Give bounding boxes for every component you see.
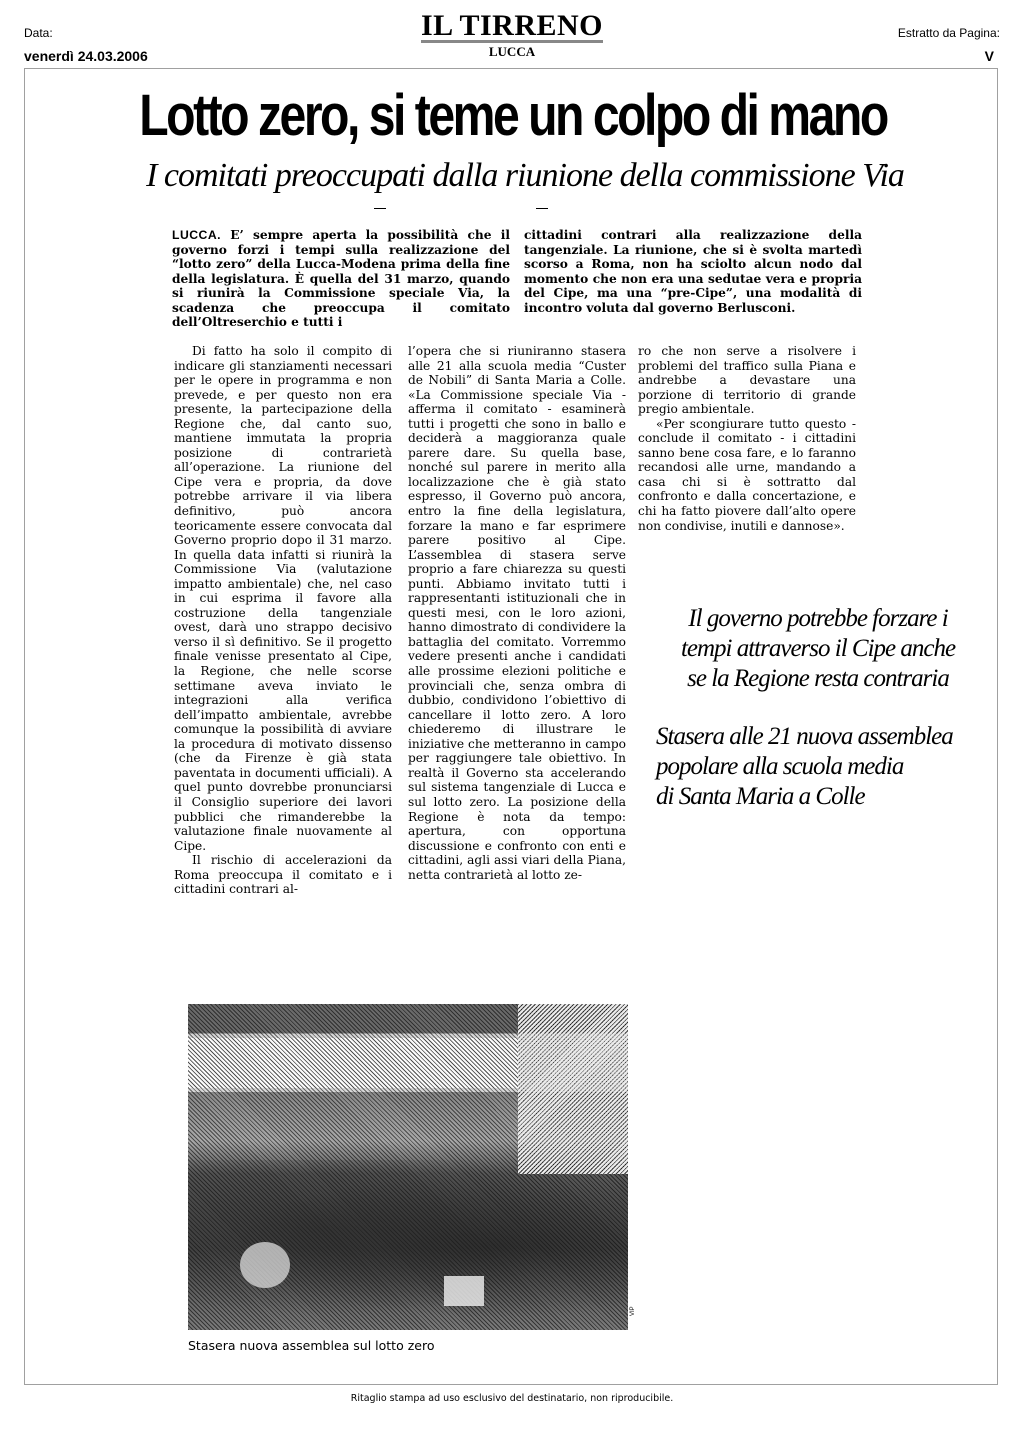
photo-credit: VIP — [630, 1306, 636, 1316]
pull-quote-line: Il governo potrebbe forzare i — [688, 605, 948, 632]
masthead-title: IL TIRRENO — [420, 9, 603, 42]
date-label: Data: — [24, 26, 53, 40]
page-value: V — [984, 48, 994, 64]
article-subheadline: I comitati preoccupati dalla riunione della commissione Via — [146, 157, 904, 194]
photo-banner-region — [188, 1038, 518, 1088]
body-paragraph: ro che non serve a risolvere i problemi del traffico sulla Piana e andrebbe a devastare una porzione di territorio di grande pregio ambientale. — [638, 344, 856, 417]
pull-quote-line: di Santa Maria a Colle — [656, 783, 865, 810]
lead-text-left: E’ sempre aperta la possibilità che il governo forzi i tempi sulla realizzazione del “lotto zero” della Lucca-Modena prima della fine della legislatura. È quella del 31 marzo, quando si riunirà la Commissione speciale Via, la scadenza che preoccupa il comitato dell’Oltreserchio e tutti i — [172, 228, 510, 329]
photo-wall-region — [518, 1004, 628, 1174]
pull-quote-line: se la Regione resta contraria — [687, 665, 949, 692]
pull-quote-line: popolare alla scuola media — [656, 753, 904, 780]
body-column-3 — [638, 344, 856, 533]
footer-notice: Ritaglio stampa ad uso esclusivo del destinatario, non riproducibile. — [350, 1393, 674, 1404]
date-value: venerdì 24.03.2006 — [24, 48, 148, 64]
masthead-edition: LUCCA — [488, 44, 536, 59]
body-column-1 — [174, 344, 392, 897]
body-paragraph: «Per scongiurare tutto questo - conclude il comitato - i cittadini sanno bene cosa fare, e lo faranno recandosi alle urne, mandando a casa chi si è sottratto dal confronto e dalla concertazione, e chi ha fatto piovere dall’alto opere non condivise, inutili e dannose». — [638, 416, 856, 533]
pull-quote-line: Stasera alle 21 nuova assemblea — [656, 723, 953, 750]
article-headline: Lotto zero, si teme un colpo di mano — [139, 83, 887, 148]
page-label: Estratto da Pagina: — [897, 26, 1000, 40]
masthead — [0, 10, 1024, 43]
photo-highlight — [240, 1242, 290, 1288]
lead-paragraph-left — [172, 228, 510, 330]
column-dash-divider — [374, 208, 386, 209]
pull-quote-2 — [656, 722, 996, 812]
column-dash-divider — [536, 208, 548, 209]
photo-highlight — [444, 1276, 484, 1306]
lead-paragraph-right: cittadini contrari alla realizzazione della tangenziale. La riunione, che si è svolta martedì scorso a Roma, non ha sciolto alcun nodo dal momento che non era una sedutae vera e propria del Cipe, ma una “pre-Cipe”, una modalità di incontro voluta dal governo Berlusconi. — [524, 228, 862, 315]
body-paragraph: Il rischio di accelerazioni da Roma preoccupa il comitato e i cittadini contrari al- — [174, 853, 392, 897]
body-column-2 — [408, 344, 626, 882]
pull-quote-1 — [648, 604, 988, 694]
pull-quote-line: tempi attraverso il Cipe anche — [680, 635, 956, 662]
body-paragraph: Di fatto ha solo il compito di indicare gli stanziamenti necessari per le opere in programma e non prevede, e per questo non era presente, la partecipazione della Regione che, dal canto suo, mantiene immutata la propria posizione di contrarietà all’operazione. La riunione del Cipe vera e propria, da dove potrebbe arrivare il via libera definitivo, può ancora teoricamente essere convocata dal Governo proprio dopo il 31 marzo. In quella data infatti si riunirà la Commissione Via (valutazione impatto ambientale) che, nel caso in cui esprima il favore alla costruzione della tangenziale ovest, darà uno strappo decisivo verso il sì definitivo. Se il progetto finale venisse presentato al Cipe, la Regione, che nelle scorse settimane aveva inviato le integrazioni alla verifica dell’impatto ambientale, avrebbe comunque la possibilità di avviare la procedura di motivato dissenso (che da Firenze è già stata paventata in documenti ufficiali). A quel punto dovrebbe pronunciarsi il Consiglio superiore dei lavori pubblici che rimanderebbe la valutazione finale nuovamente al Cipe. — [174, 344, 392, 853]
dateline-city: LUCCA. — [172, 228, 222, 242]
assembly-photo — [188, 1004, 628, 1330]
body-paragraph: l’opera che si riuniranno stasera alle 21 alla scuola media “Custer de Nobili” di Santa Maria a Colle. «La Commissione speciale Via - afferma il comitato - esaminerà tutti i progetti che sono in ballo e deciderà a maggioranza quale parere dare. Su quella base, nonché sul parere in merito alla localizzazione che è già stato espresso, il Governo può ancora, entro la fine della legislatura, forzare la mano e far esprimere parere positivo al Cipe. L’assemblea di stasera serve proprio a fare chiarezza su questi punti. Abbiamo invitato tutti i rappresentanti istituzionali che in questi mesi, con le loro azioni, hanno dimostrato di condividere la battaglia del comitato. Vorremmo vedere presenti anche i candidati alle prossime elezioni politiche e provinciali che, senza ombra di dubbio, condividono l’obiettivo di cancellare il lotto zero. A loro chiederemo di illustrare le iniziative che metteranno in campo per raggiungere tale obiettivo. In realtà il Governo sta accelerando sul sistema tangenziale di Lucca e sul lotto zero. La posizione della Regione è nota da tempo: apertura, con opportuna discussione e confronto con enti e cittadini, agli assi viari della Piana, netta contrarietà al lotto ze- — [408, 344, 626, 882]
photo-caption: Stasera nuova assemblea sul lotto zero — [188, 1338, 435, 1353]
